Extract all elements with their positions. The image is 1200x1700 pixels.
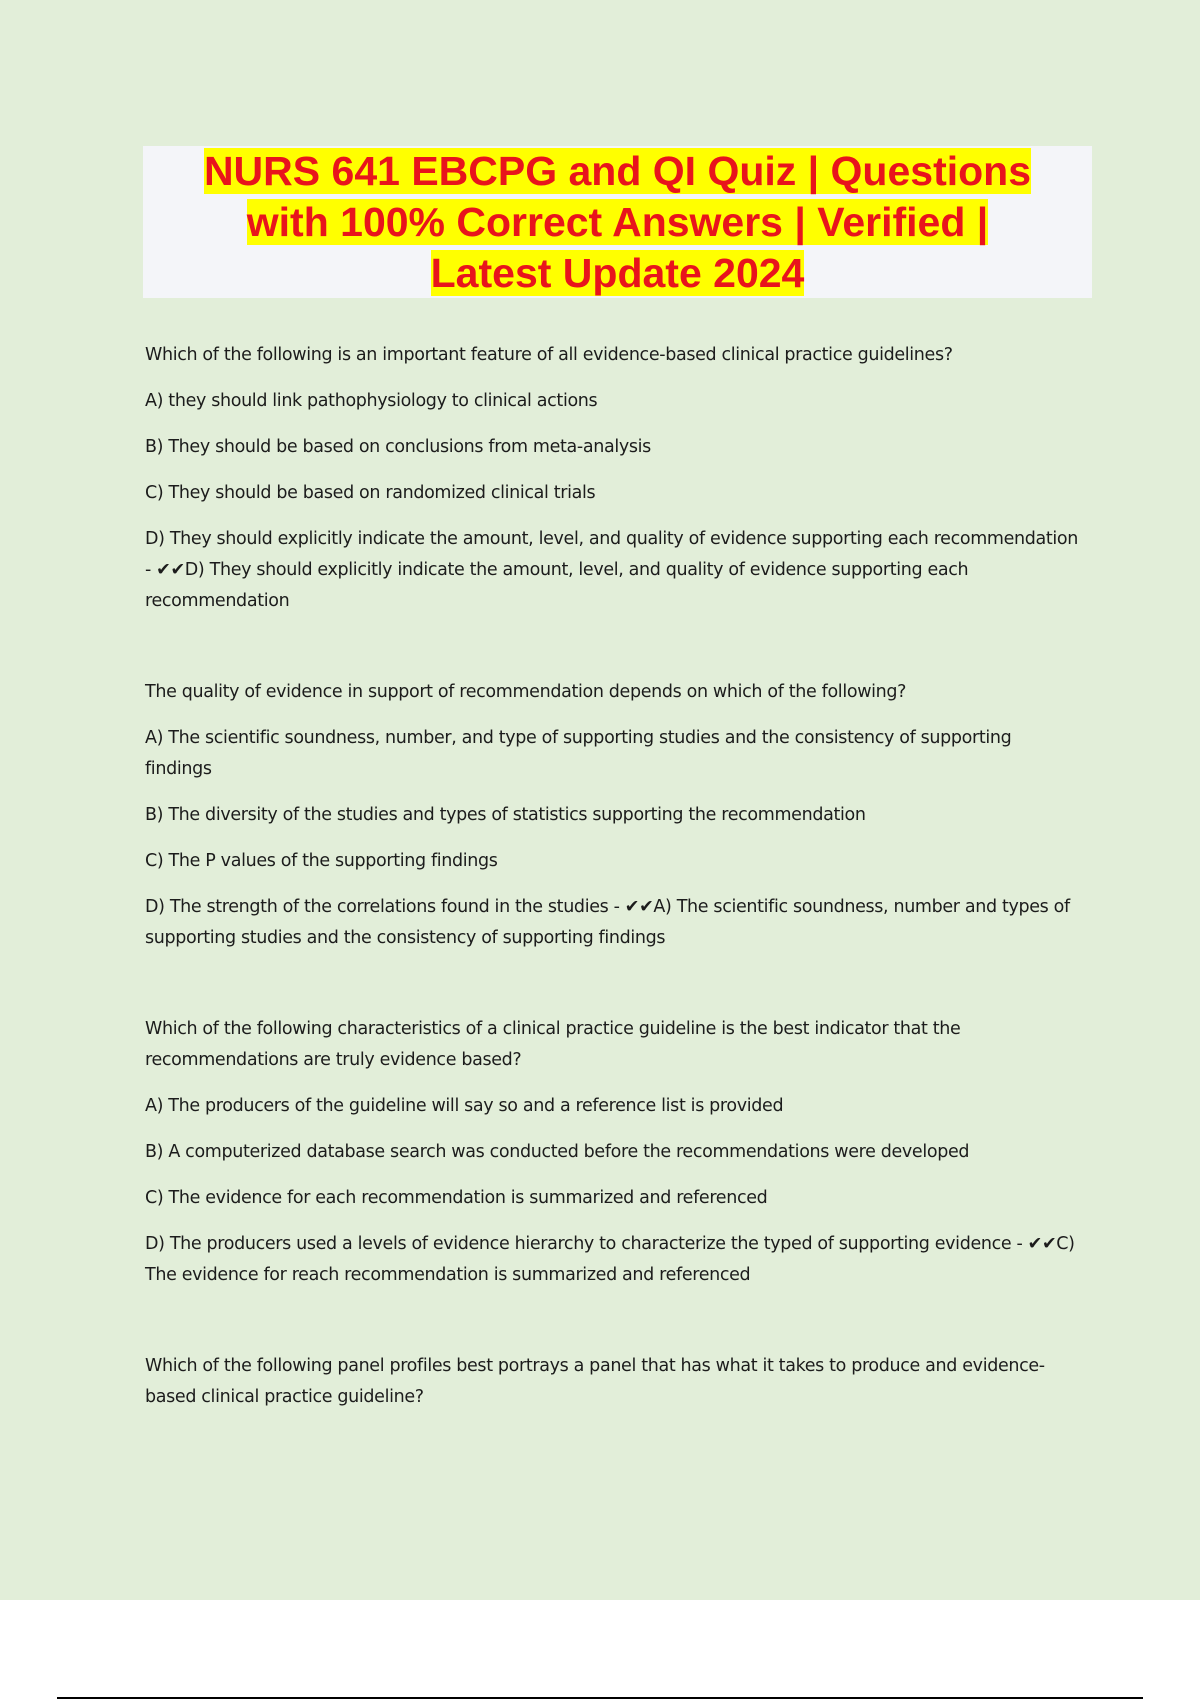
answer-option-a: A) The producers of the guideline will say so and a reference list is provided	[145, 1096, 784, 1116]
question-block-2	[145, 677, 1080, 954]
title-line-2: with 100% Correct Answers | Verified |	[246, 199, 989, 245]
question-block-1	[145, 340, 1080, 617]
answer-option-a: A) The scientific soundness, number, and type of supporting studies and the consistency of supporting findings	[145, 728, 1012, 779]
quiz-content	[145, 340, 1080, 1473]
answer-option-d: D) The strength of the correlations found in the studies - ✔✔A) The scientific soundness, number and types of supporting studies and the consistency of supporting findings	[145, 897, 1070, 948]
answer-option-b: B) The diversity of the studies and types of statistics supporting the recommendation	[145, 805, 866, 825]
answer-option-d: D) The producers used a levels of evidence hierarchy to characterize the typed of supporting evidence - ✔✔C) The evidence for reach recommendation is summarized and referenced	[145, 1234, 1075, 1285]
title-line-3: Latest Update 2024	[430, 250, 805, 296]
document-title	[143, 146, 1092, 299]
answer-option-c: C) They should be based on randomized clinical trials	[145, 483, 596, 503]
answer-option-d: D) They should explicitly indicate the amount, level, and quality of evidence supporting each recommendation - ✔✔D) They should explicitly indicate the amount, level, and quality of evidence supporting each recommendation	[145, 529, 1079, 611]
question-text: Which of the following panel profiles best portrays a panel that has what it takes to produce and evidence-based clinical practice guideline?	[145, 1356, 1045, 1407]
answer-option-c: C) The evidence for each recommendation is summarized and referenced	[145, 1188, 768, 1208]
answer-option-a: A) they should link pathophysiology to clinical actions	[145, 391, 598, 411]
title-box	[143, 146, 1092, 298]
title-line-1: NURS 641 EBCPG and QI Quiz | Questions	[203, 148, 1032, 194]
answer-option-c: C) The P values of the supporting findings	[145, 851, 498, 871]
question-text: The quality of evidence in support of recommendation depends on which of the following?	[145, 682, 907, 702]
question-block-3	[145, 1014, 1080, 1291]
answer-option-b: B) They should be based on conclusions from meta-analysis	[145, 437, 651, 457]
question-text: Which of the following characteristics of a clinical practice guideline is the best indicator that the recommendations are truly evidence based?	[145, 1019, 961, 1070]
question-block-4	[145, 1351, 1080, 1413]
footer-divider	[57, 1697, 1143, 1699]
answer-option-b: B) A computerized database search was conducted before the recommendations were developed	[145, 1142, 970, 1162]
question-text: Which of the following is an important feature of all evidence-based clinical practice guidelines?	[145, 345, 953, 365]
